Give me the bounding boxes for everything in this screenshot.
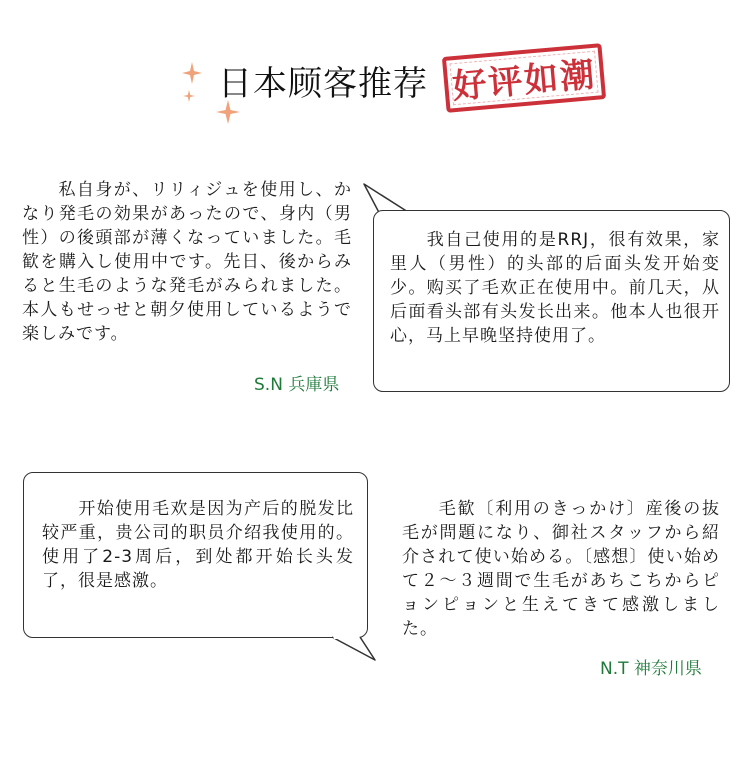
speech-bubble-tail: [320, 620, 380, 665]
testimonial-4-signature: N.T 神奈川県: [600, 659, 702, 679]
page-title: 日本顾客推荐: [218, 64, 428, 104]
testimonial-1-text: 私自身が、リリィジュを使用し、かなり発毛の効果があったので、身内（男性）の後頭部が薄くなっていました。毛歓を購入し使用中です。先日、後からみると生毛のような発毛がみられました。本人もせっせと朝夕使用しているようで楽しみです。: [22, 180, 352, 344]
testimonial-4: [402, 497, 720, 641]
testimonial-4-text: 毛歓〔利用のきっかけ〕産後の抜毛が問題になり、御社スタッフから紹介されて使い始める。〔感想〕使い始めて２～３週間で生毛があちこちからピョンピョンと生えてきて感激しました。: [402, 499, 720, 639]
speech-bubble-tail-cover: [360, 180, 420, 230]
testimonial-1-signature: S.N 兵庫県: [254, 375, 340, 395]
stamp-badge: 好评如潮: [442, 43, 606, 113]
testimonial-1: [22, 178, 352, 346]
header: [0, 0, 750, 130]
testimonial-2-text: 我自己使用的是RRJ，很有效果，家里人（男性）的头部的后面头发开始变少。购买了毛欢正在使用中。前几天，从后面看头部有头发长出来。他本人也很开心，马上早晚坚持使用了。: [390, 230, 720, 346]
testimonial-3-text: 开始使用毛欢是因为产后的脱发比较严重，贵公司的职员介绍我使用的。使用了2-3周后，到处都开始长头发了，很是感激。: [42, 499, 354, 591]
testimonial-3: [42, 497, 354, 593]
testimonial-2: [390, 228, 720, 348]
